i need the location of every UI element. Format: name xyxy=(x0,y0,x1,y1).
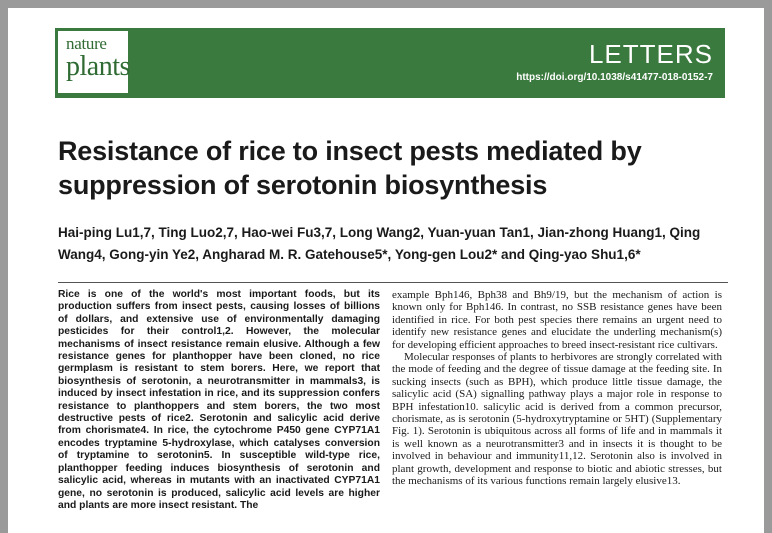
body-paragraph: Molecular responses of plants to herbivores are strongly correlated with the mode of feeding and the degree of tissue damage at the feeding site. In sucking insects (such as BPH), which produce little tissue damage, the salicylic acid (SA) signalling pathway plays a major role in response to BPH infestation10. salicylic acid is derived from a common precursor, chorismate, as is serotonin (5-hydroxytryptamine or 5HT) (Supplementary Fig. 1). Serotonin is ubiquitous across all forms of life and in mammals it is well known as a neurotransmitter3 and in insects it is thought to be involved in behaviour and immunity11,12. Serotonin also is involved in plant growth, development and response to biotic and abiotic stresses, but the mechanisms of its various functions remain largely elusive13. xyxy=(392,351,722,488)
body-column xyxy=(392,289,722,488)
author-list xyxy=(58,222,748,266)
journal-logo-line2: plants xyxy=(66,51,130,82)
body-paragraph: example Bph146, Bph38 and Bh9/19, but the mechanism of action is known only for Bph146. In contrast, no SSB resistance genes have been identified in rice. For both pest species there remains an urgent need to identify new resistance genes and elucidate the underling mechanism(s) for developing efficient approaches to breed insect-resistant rice cultivars. xyxy=(392,289,722,351)
abstract: Rice is one of the world's most important foods, but its production suffers from insect pests, causing losses of billions of dollars, and extensive use of environmentally damaging pesticides for their control1,2. However, the molecular mechanisms of insect resistance remain elusive. Although a few resistance genes for planthopper have been cloned, no rice germplasm is resistant to stem borers. Here, we report that biosynthesis of serotonin, a neurotransmitter in mammals3, is induced by insect infestation in rice, and its suppression confers resistance to planthoppers and stem borers, the two most destructive pests of rice2. Serotonin and salicylic acid derive from chorismate4. In rice, the cytochrome P450 gene CYP71A1 encodes tryptamine 5-hydroxylase, which catalyses conversion of tryptamine to serotonin5. In susceptible wild-type rice, planthopper feeding induces biosynthesis of serotonin and salicylic acid, whereas in mutants with an inactivated CYP71A1 gene, no serotonin is produced, salicylic acid levels are higher and plants are more insect resistant. The xyxy=(58,289,380,511)
section-label: LETTERS xyxy=(588,39,713,69)
article-title: Resistance of rice to insect pests mediated by suppression of serotonin biosynthesis xyxy=(58,136,642,200)
journal-logo xyxy=(58,31,128,93)
doi-link[interactable]: https://doi.org/10.1038/s41477-018-0152-7 xyxy=(516,72,713,83)
journal-logo-line1: nature xyxy=(66,34,107,53)
journal-banner xyxy=(55,28,725,98)
authors-text: Hai-ping Lu1,7, Ting Luo2,7, Hao-wei Fu3,7, Long Wang2, Yuan-yuan Tan1, Jian-zhong Huang1, Qing Wang4, Gong-yin Ye2, Angharad M. R. Gatehouse5*, Yong-gen Lou2* and Qing-yao Shu1,6* xyxy=(58,225,701,262)
article-page xyxy=(8,8,764,533)
divider xyxy=(58,282,728,283)
